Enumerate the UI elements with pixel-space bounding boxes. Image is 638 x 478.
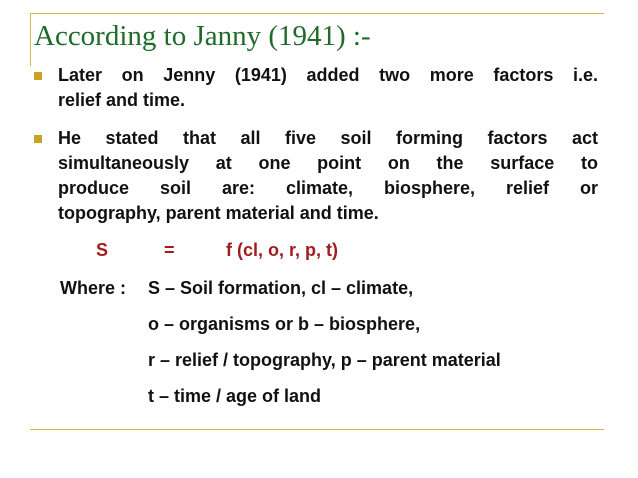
bullet-1-line-1: Later on Jenny (1941) added two more factors i.e. (58, 65, 598, 85)
equation-rhs: f (cl, o, r, p, t) (226, 240, 338, 260)
slide-title: According to Janny (1941) :- (34, 20, 371, 52)
bullet-text-1 (58, 63, 598, 113)
equation-lhs: S (96, 240, 109, 260)
bullet-2-line-4: topography, parent material and time. (58, 203, 379, 223)
bottom-rule (30, 429, 604, 430)
where-line-2: o – organisms or b – biosphere, (148, 314, 421, 334)
bullet-2-line-2: simultaneously at one point on the surface to (58, 153, 598, 173)
left-rule (30, 13, 31, 66)
bullet-2-line-3: produce soil are: climate, biosphere, relief or (58, 178, 598, 198)
bullet-1-line-2: relief and time. (58, 90, 186, 110)
bullet-text-2 (58, 126, 598, 226)
where-line-4: t – time / age of land (148, 386, 322, 406)
where-line-1: S – Soil formation, cl – climate, (148, 278, 414, 298)
bullet-2-line-1: He stated that all five soil forming factors act (58, 128, 598, 148)
where-line-3: r – relief / topography, p – parent material (148, 350, 501, 370)
equation-equals: = (164, 240, 175, 260)
bullet-square-icon (34, 135, 42, 143)
where-label: Where : (60, 278, 127, 298)
top-rule (30, 13, 604, 14)
bullet-square-icon (34, 72, 42, 80)
